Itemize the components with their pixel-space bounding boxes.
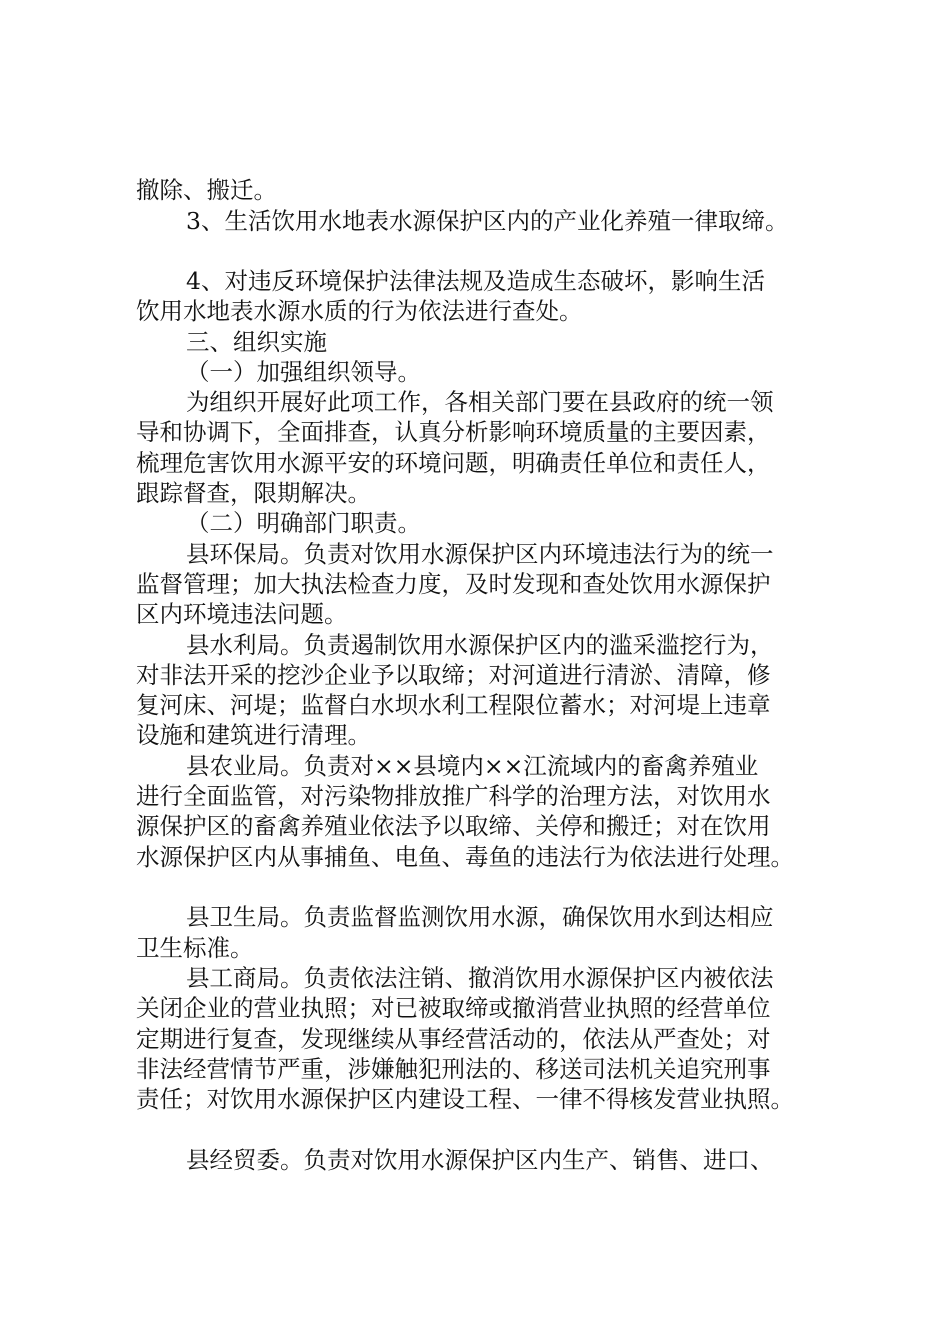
text-line-27: 定期进行复查，发现继续从事经营活动的，依法从严查处；对 <box>136 1025 771 1053</box>
text-line-3: 4、对违反环境保护法律法规及造成生态破坏，影响生活 <box>186 267 765 295</box>
text-line-8: 导和协调下，全面排查，认真分析影响环境质量的主要因素， <box>136 418 771 446</box>
text-line-15: 县水利局。负责遏制饮用水源保护区内的滥采滥挖行为， <box>186 631 774 659</box>
text-line-24: 卫生标准。 <box>136 934 254 962</box>
text-line-18: 设施和建筑进行清理。 <box>136 721 371 749</box>
text-line-26: 关闭企业的营业执照；对已被取缔或撤消营业执照的经营单位 <box>136 994 771 1022</box>
text-line-20: 进行全面监管，对污染物排放推广科学的治理方法，对饮用水 <box>136 782 771 810</box>
text-line-17: 复河床、河堤；监督白水坝水利工程限位蓄水；对河堤上违章 <box>136 691 771 719</box>
text-line-25: 县工商局。负责依法注销、撤消饮用水源保护区内被依法 <box>186 964 774 992</box>
section-heading: 三、组织实施 <box>186 328 327 356</box>
text-line-9: 梳理危害饮用水源平安的环境问题，明确责任单位和责任人， <box>136 449 771 477</box>
text-line-4: 饮用水地表水源水质的行为依法进行查处。 <box>136 297 583 325</box>
subsection-heading-1: （一）加强组织领导。 <box>186 358 421 386</box>
text-line-21: 源保护区的畜禽养殖业依法予以取缔、关停和搬迁；对在饮用 <box>136 812 771 840</box>
text-line-7: 为组织开展好此项工作，各相关部门要在县政府的统一领 <box>186 388 774 416</box>
text-line-30: 县经贸委。负责对饮用水源保护区内生产、销售、进口、 <box>186 1146 774 1174</box>
text-line-12: 县环保局。负责对饮用水源保护区内环境违法行为的统一 <box>186 540 774 568</box>
text-line-16: 对非法开采的挖沙企业予以取缔；对河道进行清淤、清障，修 <box>136 661 771 689</box>
text-line-22: 水源保护区内从事捕鱼、电鱼、毒鱼的违法行为依法进行处理。 <box>136 843 794 871</box>
subsection-heading-2: （二）明确部门职责。 <box>186 509 421 537</box>
text-line-28: 非法经营情节严重，涉嫌触犯刑法的、移送司法机关追究刑事 <box>136 1055 771 1083</box>
text-line-29: 责任；对饮用水源保护区内建设工程、一律不得核发营业执照。 <box>136 1085 794 1113</box>
text-line-19: 县农业局。负责对××县境内××江流域内的畜禽养殖业 <box>186 752 759 780</box>
text-line-10: 跟踪督查，限期解决。 <box>136 479 371 507</box>
text-line-1: 撤除、搬迁。 <box>136 176 277 204</box>
text-line-14: 区内环境违法问题。 <box>136 600 348 628</box>
text-line-13: 监督管理；加大执法检查力度，及时发现和查处饮用水源保护 <box>136 570 771 598</box>
text-line-23: 县卫生局。负责监督监测饮用水源，确保饮用水到达相应 <box>186 903 774 931</box>
text-line-2: 3、生活饮用水地表水源保护区内的产业化养殖一律取缔。 <box>186 207 789 235</box>
